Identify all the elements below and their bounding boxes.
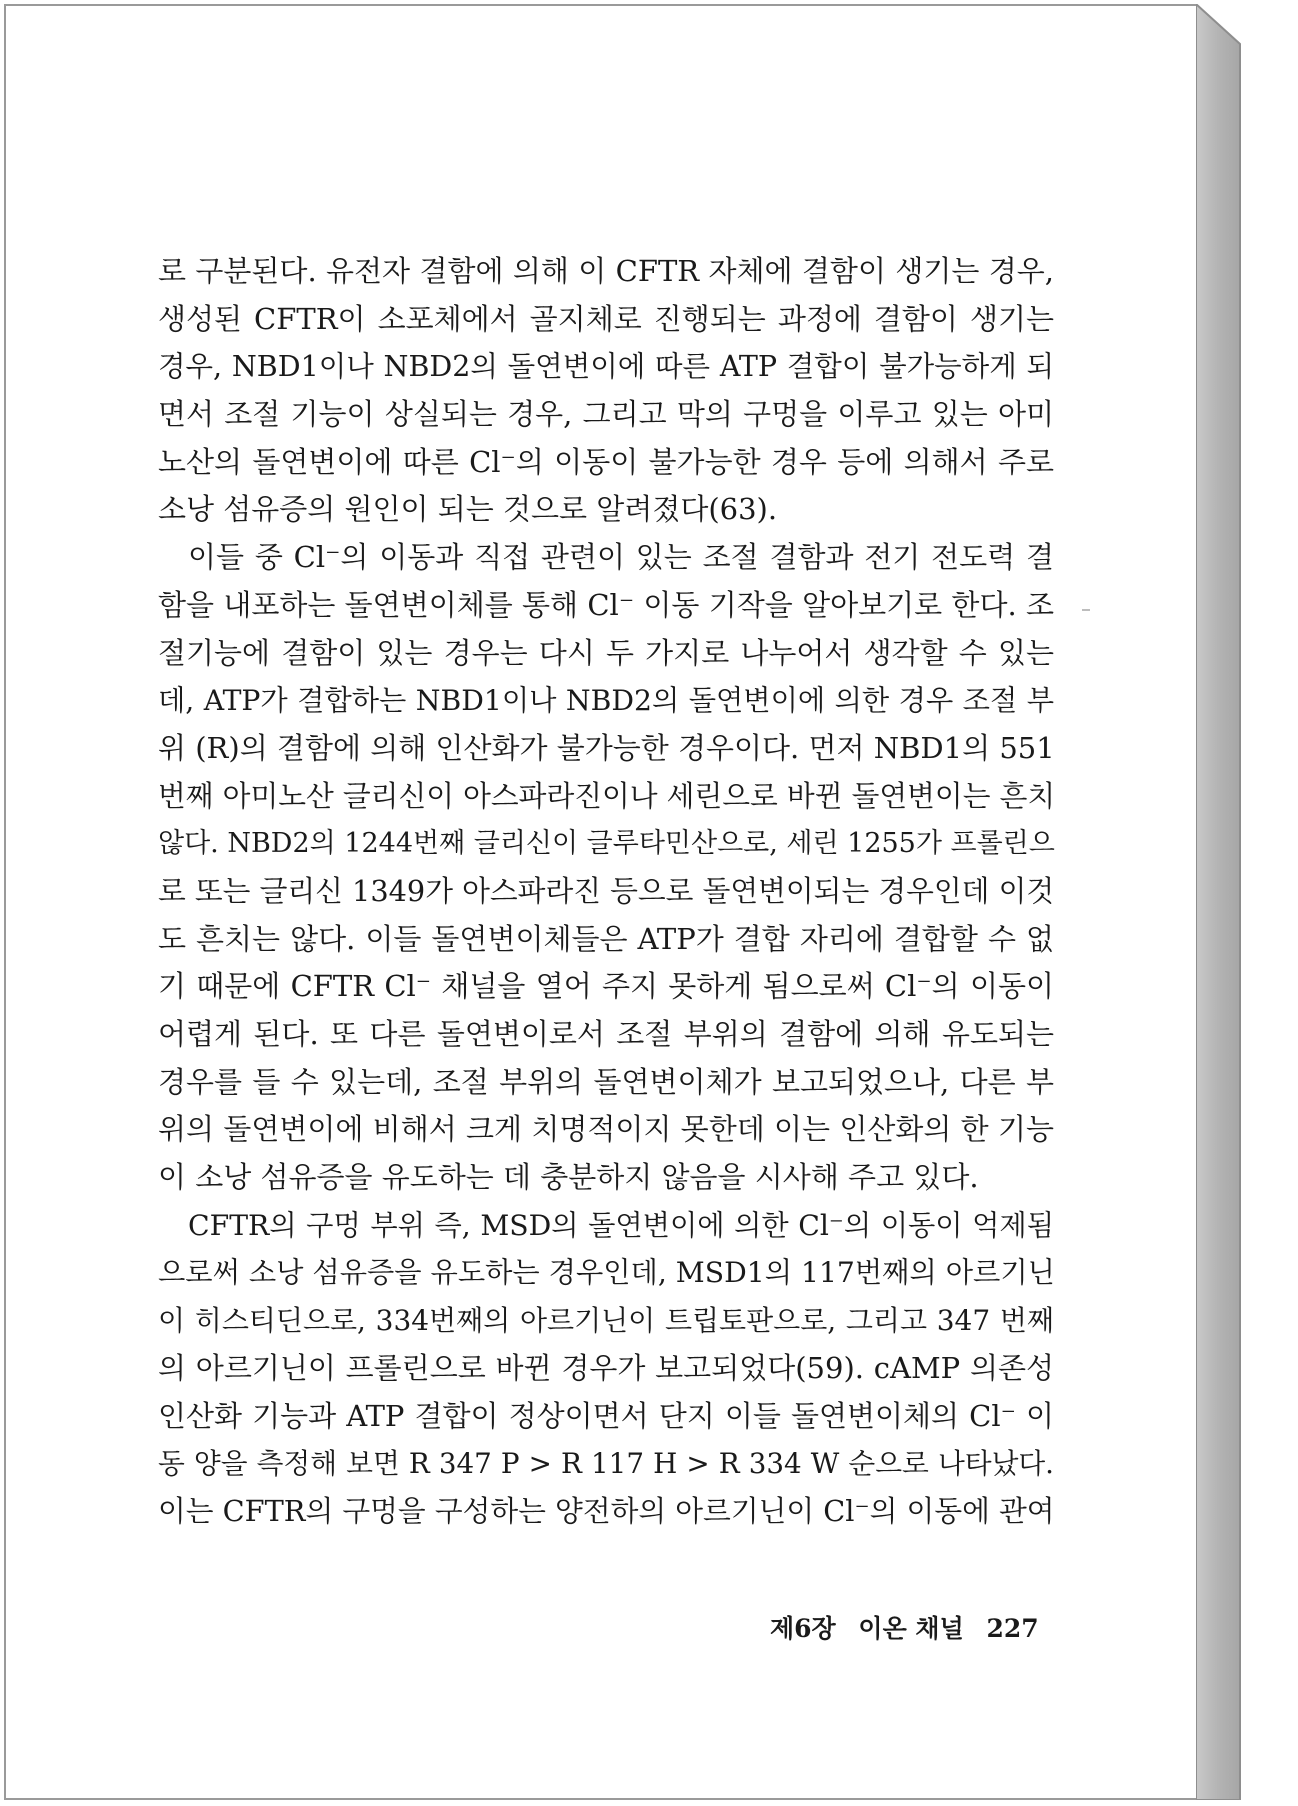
- book-spine: [1196, 4, 1242, 1800]
- text-line: 데, ATP가 결합하는 NBD1이나 NBD2의 돌연변이에 의한 경우 조절 부: [158, 684, 1054, 718]
- paragraph-1: [158, 248, 1054, 534]
- text-line: 인산화 기능과 ATP 결합이 정상이면서 단지 이들 돌연변이체의 Cl⁻ 이: [158, 1398, 1054, 1433]
- text-line: 위의 돌연변이에 비해서 크게 치명적이지 못한데 이는 인산화의 한 기능: [158, 1112, 1054, 1147]
- margin-mark: [1082, 609, 1090, 611]
- body-text: [158, 248, 1054, 1536]
- text-line: 번째 아미노산 글리신이 아스파라진이나 세린으로 바뀐 돌연변이는 흔치: [158, 778, 1056, 813]
- text-line: 기 때문에 CFTR Cl⁻ 채널을 열어 주지 못하게 됨으로써 Cl⁻의 이동이: [158, 969, 1054, 1004]
- text-line: 으로써 소낭 섬유증을 유도하는 경우인데, MSD1의 117번째의 아르기닌: [158, 1256, 1055, 1290]
- text-line: 이 소낭 섬유증을 유도하는 데 충분하지 않음을 시사해 주고 있다.: [158, 1160, 979, 1195]
- text-line: 않다. NBD2의 1244번째 글리신이 글루타민산으로, 세린 1255가 프롤린으: [158, 828, 1055, 860]
- text-line: 이 히스티딘으로, 334번째의 아르기닌이 트립토판으로, 그리고 347 번째: [158, 1304, 1054, 1338]
- text-line: 면서 조절 기능이 상실되는 경우, 그리고 막의 구멍을 이루고 있는 아미: [158, 397, 1054, 432]
- text-line: 도 흔치는 않다. 이들 돌연변이체들은 ATP가 결합 자리에 결합할 수 없: [158, 921, 1054, 956]
- chapter-title: 이온 채널: [858, 1614, 964, 1643]
- text-line: 어렵게 된다. 또 다른 돌연변이로서 조절 부위의 결함에 의해 유도되는: [158, 1017, 1054, 1051]
- text-line: 동 양을 측정해 보면 R 347 P > R 117 H > R 334 W 순으로 나타났다.: [158, 1447, 1054, 1481]
- chapter-label: 제6장: [770, 1614, 836, 1643]
- text-line: 이들 중 Cl⁻의 이동과 직접 관련이 있는 조절 결함과 전기 전도력 결: [188, 540, 1054, 575]
- text-line: 로 구분된다. 유전자 결함에 의해 이 CFTR 자체에 결함이 생기는 경우,: [158, 254, 1054, 288]
- text-line: 의 아르기닌이 프롤린으로 바뀐 경우가 보고되었다(59). cAMP 의존성: [158, 1350, 1054, 1385]
- text-line: 경우, NBD1이나 NBD2의 돌연변이에 따른 ATP 결합이 불가능하게 되: [158, 350, 1054, 384]
- text-line: 소낭 섬유증의 원인이 되는 것으로 알려졌다(63).: [158, 492, 778, 527]
- text-line: 로 또는 글리신 1349가 아스파라진 등으로 돌연변이되는 경우인데 이것: [158, 873, 1055, 908]
- text-line: 생성된 CFTR이 소포체에서 골지체로 진행되는 과정에 결함이 생기는: [158, 301, 1054, 336]
- text-line: 이는 CFTR의 구멍을 구성하는 양전하의 아르기닌이 Cl⁻의 이동에 관여: [158, 1493, 1055, 1528]
- text-line: 절기능에 결함이 있는 경우는 다시 두 가지로 나누어서 생각할 수 있는: [158, 635, 1054, 670]
- text-line: 함을 내포하는 돌연변이체를 통해 Cl⁻ 이동 기작을 알아보기로 한다. 조: [158, 587, 1054, 622]
- page-number: 227: [986, 1614, 1039, 1643]
- running-footer: [770, 1609, 1070, 1645]
- text-line: 경우를 들 수 있는데, 조절 부위의 돌연변이체가 보고되었으나, 다른 부: [158, 1064, 1054, 1099]
- text-line: 노산의 돌연변이에 따른 Cl⁻의 이동이 불가능한 경우 등에 의해서 주로: [158, 444, 1054, 479]
- paragraph-2: [158, 534, 1054, 1202]
- text-line: 위 (R)의 결함에 의해 인산화가 불가능한 경우이다. 먼저 NBD1의 551: [158, 730, 1055, 765]
- text-line: CFTR의 구멍 부위 즉, MSD의 돌연변이에 의한 Cl⁻의 이동이 억제됨: [188, 1208, 1054, 1242]
- paragraph-3: [158, 1202, 1054, 1536]
